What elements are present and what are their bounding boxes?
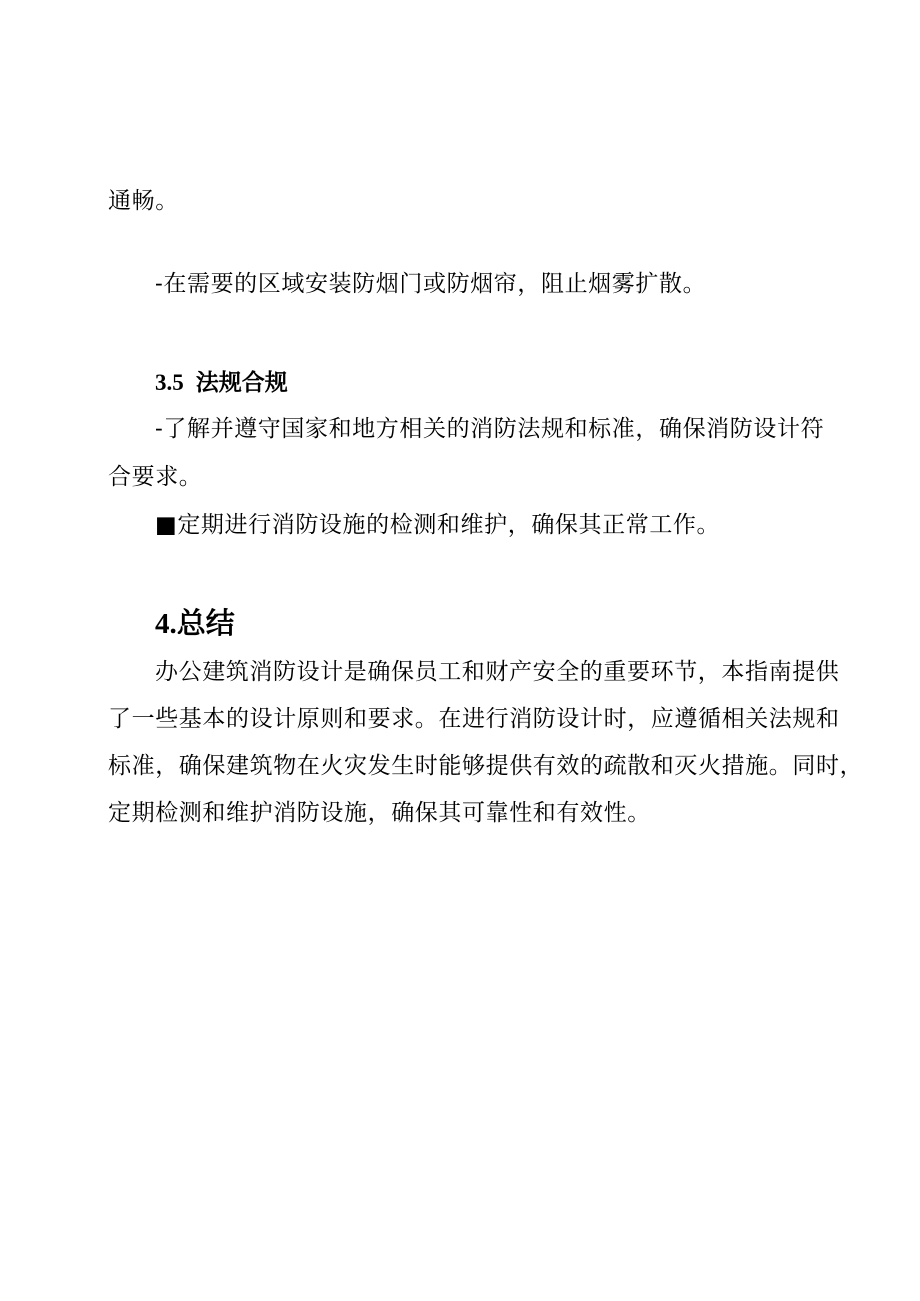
smoke-barrier-bullet: -在需要的区域安装防烟门或防烟帘，阻止烟雾扩散。 — [155, 271, 707, 297]
regulation-bullet-line-2: 合要求。 — [108, 464, 203, 490]
section-4-title: 总结 — [176, 606, 235, 640]
summary-line-1: 办公建筑消防设计是确保员工和财产安全的重要环节，本指南提供 — [155, 659, 840, 685]
section-3-5-heading — [155, 368, 288, 398]
summary-line-4: 定期检测和维护消防设施，确保其可靠性和有效性。 — [108, 800, 651, 826]
summary-line-2: 了一些基本的设计原则和要求。在进行消防设计时，应遵循相关法规和 — [108, 706, 840, 732]
section-3-5-title: 法规合规 — [195, 369, 288, 396]
section-3-5-number: 3.5 — [155, 370, 184, 395]
section-4-number: 4. — [155, 608, 177, 640]
summary-line-3: 标准，确保建筑物在火灾发生时能够提供有效的疏散和灭火措施。同时， — [108, 753, 864, 779]
maintenance-bullet: ■定期进行消防设施的检测和维护，确保其正常工作。 — [155, 512, 721, 538]
section-4-heading — [155, 605, 235, 642]
continuation-text: 通畅。 — [108, 188, 179, 214]
regulation-bullet-line-1: -了解并遵守国家和地方相关的消防法规和标准，确保消防设计符 — [155, 416, 825, 442]
